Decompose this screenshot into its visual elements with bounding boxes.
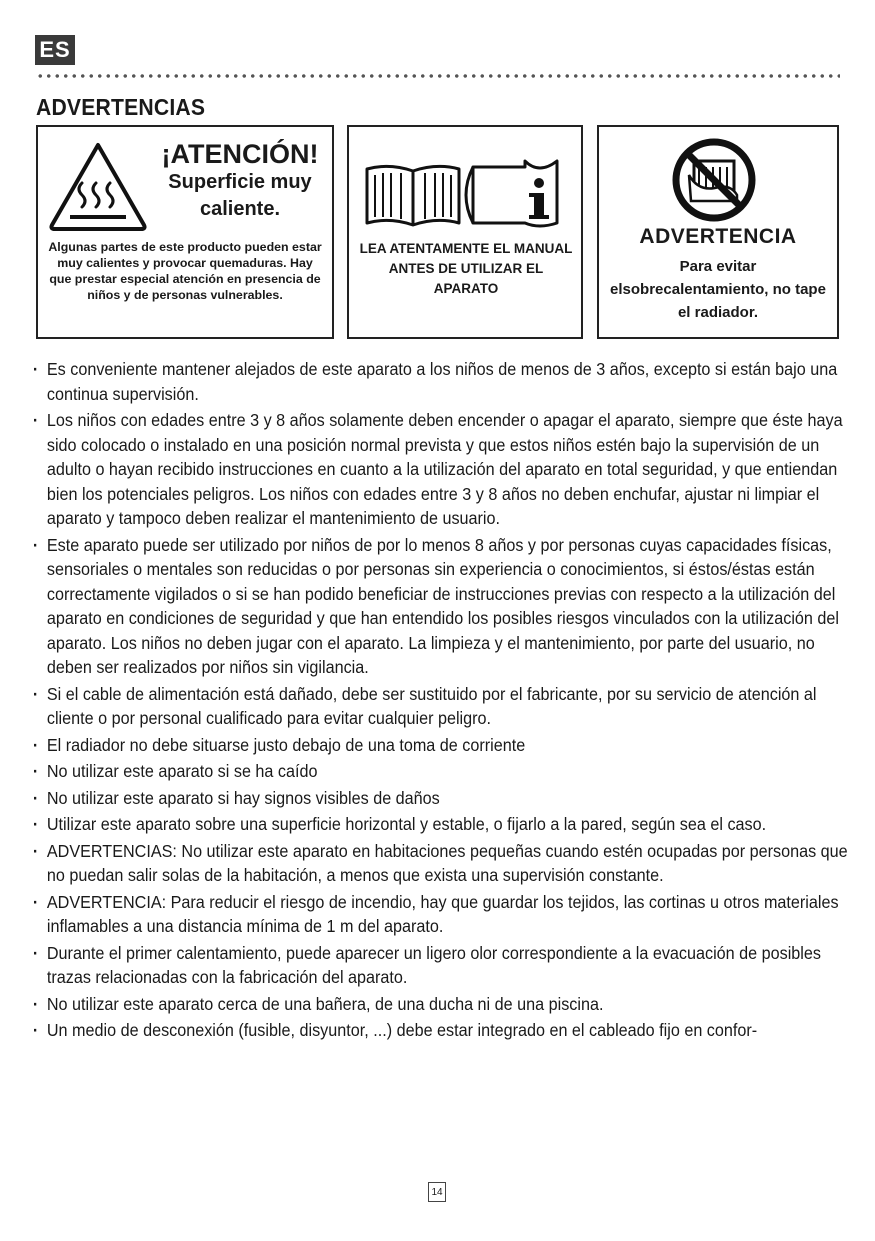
hot-surface-box: [36, 125, 334, 339]
list-item: · Es conveniente mantener alejados de este aparato a los niños de menos de 3 años, excepto si están bajo una continua supervisión.: [32, 357, 856, 406]
list-item: · No utilizar este aparato cerca de una bañera, de una ducha ni de una piscina.: [32, 992, 856, 1017]
hot-surface-title: [150, 139, 330, 223]
page-number: 14: [428, 1182, 446, 1202]
list-item: · Un medio de desconexión (fusible, disyuntor, ...) debe estar integrado en el cableado fijo en confor-: [32, 1018, 856, 1043]
read-manual-icon: [359, 155, 569, 231]
list-item: · Utilizar este aparato sobre una superficie horizontal y estable, o fijarlo a la pared, según sea el caso.: [32, 812, 856, 837]
list-item: · No utilizar este aparato si se ha caído: [32, 759, 856, 784]
read-manual-box: [347, 125, 583, 339]
do-not-cover-text: Para evitar elsobrecalentamiento, no tape el radiador.: [610, 258, 826, 321]
list-item: · Este aparato puede ser utilizado por niños de por lo menos 8 años y por personas cuyas capacidades físicas, sensoriales o mentales son reducidas o por personas sin experiencia o conocimientos, si éstos/éstas están correctamente vigilados o si se han podido beneficiar de instrucciones previas con respecto a la utilización del aparato en condiciones de seguridad y que han entendido los posibles riesgos vinculados con la utilización del aparato. Los niños no deben jugar con el aparato. La limpieza y el mantenimiento, por parte del usuario, no deben ser realizados por niños sin vigilancia.: [32, 533, 856, 680]
list-item: · Los niños con edades entre 3 y 8 años solamente deben encender o apagar el aparato, siempre que éste haya sido colocado o instalado en una posición normal prevista y que estos niños estén bajo la supervisión de un adulto o hayan recibido instrucciones en cuanto a la utilización del aparato en total seguridad, y que entiendan bien los potenciales peligros. Los niños con edades entre 3 y 8 años no deben enchufar, ajustar ni limpiar el aparato y tampoco deben realizar el mantenimiento de usuario.: [32, 408, 856, 531]
hot-surface-warning-icon: [46, 139, 150, 233]
do-not-cover-icon: [669, 135, 759, 225]
read-manual-text: LEA ATENTAMENTE EL MANUAL ANTES DE UTILIZAR EL APARATO: [359, 241, 573, 296]
list-item: · ADVERTENCIAS: No utilizar este aparato en habitaciones pequeñas cuando estén ocupadas por personas que no puedan salir solas de la habitación, a menos que exista una supervisión constante.: [32, 839, 856, 888]
section-title: ADVERTENCIAS: [36, 94, 206, 120]
hot-surface-text: Algunas partes de este producto pueden estar muy calientes y provocar quemaduras. Hay que prestar especial atención en presencia de niños y de personas vulnerables.: [48, 240, 322, 302]
attention-heading: ¡ATENCIÓN!: [161, 139, 319, 169]
warnings-list: [32, 357, 848, 1045]
warning-heading: ADVERTENCIA: [639, 225, 797, 248]
do-not-cover-box: [597, 125, 839, 339]
list-item: · ADVERTENCIA: Para reducir el riesgo de incendio, hay que guardar los tejidos, las cortinas u otros materiales inflamables a una distancia mínima de 1 m del aparato.: [32, 890, 856, 939]
hot-surface-subtitle: Superficie muy caliente.: [168, 171, 312, 220]
list-item: · El radiador no debe situarse justo debajo de una toma de corriente: [32, 733, 856, 758]
list-item: · No utilizar este aparato si hay signos visibles de daños: [32, 786, 856, 811]
list-item: · Si el cable de alimentación está dañado, debe ser sustituido por el fabricante, por su servicio de atención al cliente o por personal cualificado para evitar cualquier peligro.: [32, 682, 856, 731]
list-item: · Durante el primer calentamiento, puede aparecer un ligero olor correspondiente a la evacuación de posibles trazas relacionadas con la fabricación del aparato.: [32, 941, 856, 990]
language-badge: ES: [35, 35, 75, 65]
dotted-divider: [36, 73, 840, 79]
